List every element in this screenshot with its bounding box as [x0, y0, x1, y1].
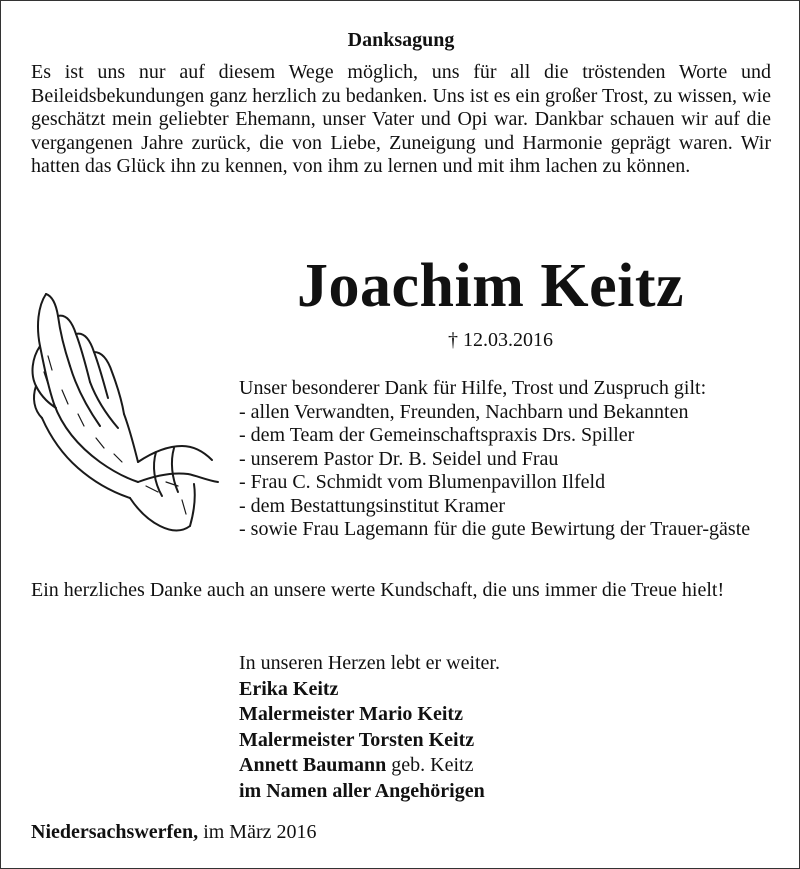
date: im März 2016 — [203, 821, 317, 843]
town: Niedersachswerfen, — [31, 821, 199, 843]
signatory-name: Annett Baumann — [239, 754, 387, 776]
intro-paragraph: Es ist uns nur auf diesem Wege möglich, uns für all die tröstenden Worte und Beileidsbekundungen ganz herzlich zu bedanken. Uns ist es ein großer Trost, zu wissen, wie geschätzt mein geliebter Ehemann, unser Vater und Opi war. Dankbar schauen wir auf die vergangenen Jahre zurück, die von Liebe, Zuneigung und Harmonie geprägt waren. Wir hatten das Glück ihn zu kennen, von ihm zu lernen und mit ihm lachen zu können. — [31, 61, 771, 177]
list-item: - unserem Pastor Dr. B. Seidel und Frau — [239, 447, 559, 470]
motto: In unseren Herzen lebt er weiter. — [239, 652, 500, 674]
thanks-lead: Unser besonderer Dank für Hilfe, Trost und Zuspruch gilt: — [239, 377, 707, 399]
closing-paragraph: Ein herzliches Danke auch an unsere werte Kundschaft, die uns immer die Treue hielt! — [31, 579, 725, 601]
list-item: - Frau C. Schmidt vom Blumenpavillon Ilfeld — [239, 471, 606, 493]
signatory-name: Malermeister Mario Keitz — [239, 703, 463, 725]
heading: Danksagung — [347, 29, 455, 51]
list-item: - allen Verwandten, Freunden, Nachbarn und Bekannten — [239, 400, 689, 423]
list-item: - dem Bestattungsinstitut Kramer — [239, 494, 506, 517]
praying-hands-icon — [26, 286, 226, 546]
signatory-name: Erika Keitz — [239, 677, 339, 700]
death-date: † 12.03.2016 — [448, 329, 553, 351]
place-date — [31, 821, 317, 844]
list-item: - dem Team der Gemeinschaftspraxis Drs. Spiller — [239, 424, 635, 446]
deceased-name: Joachim Keitz — [297, 252, 685, 320]
thanks-list — [239, 401, 771, 542]
thanks-section — [239, 377, 771, 542]
list-item: - sowie Frau Lagemann für die gute Bewirtung der Trauer-gäste — [239, 518, 751, 540]
family-line: im Namen aller Angehörigen — [239, 779, 485, 802]
signatory-name: Malermeister Torsten Keitz — [239, 728, 475, 751]
signature-block — [239, 651, 500, 804]
maiden-name: geb. Keitz — [391, 754, 474, 776]
signatory-line — [239, 753, 500, 779]
